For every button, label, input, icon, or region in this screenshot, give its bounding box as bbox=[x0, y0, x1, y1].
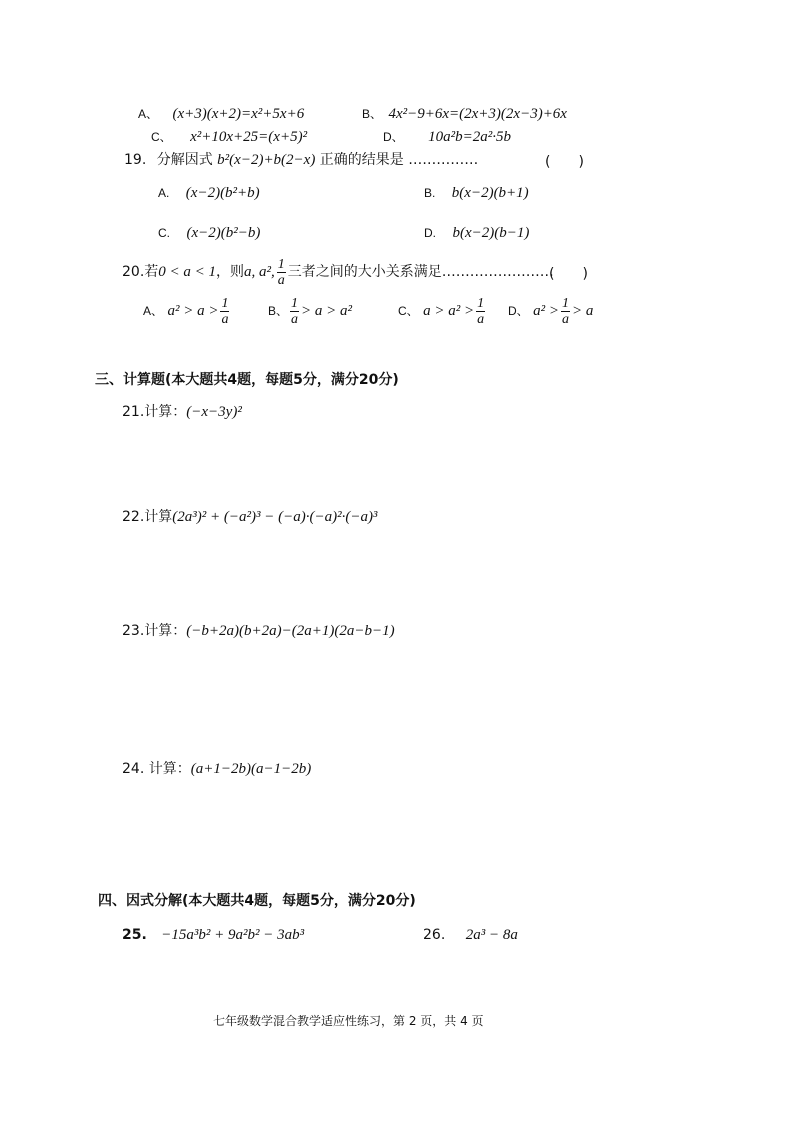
question-tail: 正确的结果是 …………… bbox=[319, 152, 479, 168]
option-letter: C、 bbox=[151, 130, 172, 144]
question-label: 26. bbox=[423, 927, 446, 943]
q20-option-d bbox=[508, 294, 593, 328]
answer-blank: ( ) bbox=[545, 154, 584, 170]
option-expression: (x+3)(x+2)=x²+5x+6 bbox=[172, 106, 305, 122]
fraction-denominator: a bbox=[477, 311, 485, 327]
option-expression: (x−2)(b²−b) bbox=[186, 225, 261, 241]
option-expression-pre: a > a² > bbox=[423, 303, 475, 319]
section-3-title: 三、计算题(本大题共4题，每题5分，满分20分) bbox=[95, 372, 399, 388]
option-letter: D. bbox=[424, 226, 436, 240]
question-variables: a, a², bbox=[244, 264, 275, 280]
question-26 bbox=[423, 926, 518, 944]
section-4-title: 四、因式分解(本大题共4题，每题5分，满分20分) bbox=[98, 893, 416, 909]
answer-blank: ( ) bbox=[549, 266, 588, 282]
option-letter: D、 bbox=[383, 130, 404, 144]
option-expression: b(x−2)(b+1) bbox=[451, 185, 529, 201]
question-label: 24. 计算： bbox=[122, 761, 191, 777]
question-expression: (2a³)² + (−a²)³ − (−a)·(−a)²·(−a)³ bbox=[172, 509, 378, 525]
fraction bbox=[220, 296, 229, 327]
fraction-denominator: a bbox=[277, 272, 285, 288]
question-text: ，则 bbox=[216, 264, 245, 280]
question-condition: 0 < a < 1 bbox=[158, 264, 217, 280]
q20-option-b bbox=[268, 294, 352, 328]
question-expression: (a+1−2b)(a−1−2b) bbox=[190, 761, 312, 777]
question-number: 20.若 bbox=[122, 264, 159, 280]
q19-option-b bbox=[424, 184, 529, 202]
q18-option-a bbox=[138, 105, 304, 123]
option-letter: B、 bbox=[362, 107, 383, 121]
question-expression: (−b+2a)(b+2a)−(2a+1)(2a−b−1) bbox=[186, 623, 395, 639]
question-label: 23.计算： bbox=[122, 623, 187, 639]
option-expression-pre: a² > a > bbox=[167, 303, 219, 319]
option-letter: C、 bbox=[398, 304, 419, 318]
q18-option-d bbox=[383, 128, 511, 146]
question-tail: 三者之间的大小关系满足…………………… bbox=[287, 264, 554, 280]
fraction-numerator: 1 bbox=[477, 295, 485, 311]
question-label: 22.计算 bbox=[122, 509, 173, 525]
q18-option-b bbox=[362, 105, 567, 123]
question-label: 21.计算： bbox=[122, 404, 187, 420]
q20-option-c bbox=[398, 294, 487, 328]
question-19 bbox=[124, 151, 478, 169]
option-expression-post: > a > a² bbox=[301, 303, 353, 319]
q19-option-d bbox=[424, 224, 529, 242]
fraction-numerator: 1 bbox=[562, 295, 569, 311]
option-letter: C. bbox=[158, 226, 170, 240]
question-21 bbox=[122, 403, 242, 421]
option-expression-pre: a² > bbox=[533, 303, 559, 319]
question-expression: 2a³ − 8a bbox=[465, 927, 518, 943]
option-letter: D、 bbox=[508, 304, 529, 318]
fraction-denominator: a bbox=[221, 311, 229, 327]
question-expression: −15a³b² + 9a²b² − 3ab³ bbox=[161, 927, 305, 943]
fraction-numerator: 1 bbox=[221, 295, 229, 311]
question-22 bbox=[122, 508, 377, 526]
q18-option-c bbox=[151, 128, 307, 146]
question-20 bbox=[122, 256, 554, 288]
option-letter: B. bbox=[424, 186, 436, 200]
question-25 bbox=[122, 926, 304, 944]
option-letter: B、 bbox=[268, 304, 289, 318]
option-expression: b(x−2)(b−1) bbox=[452, 225, 530, 241]
option-expression-post: > a bbox=[572, 303, 594, 319]
option-letter: A、 bbox=[143, 304, 164, 318]
fraction bbox=[277, 257, 286, 288]
option-expression: x²+10x+25=(x+5)² bbox=[190, 129, 308, 145]
fraction-denominator: a bbox=[562, 311, 569, 327]
question-number: 19. bbox=[124, 152, 147, 168]
q19-option-c bbox=[158, 224, 260, 242]
fraction bbox=[561, 296, 570, 327]
fraction-numerator: 1 bbox=[291, 295, 299, 311]
question-label: 25. bbox=[122, 927, 147, 943]
fraction-numerator: 1 bbox=[277, 256, 285, 272]
question-23 bbox=[122, 622, 395, 640]
option-letter: A、 bbox=[138, 107, 159, 121]
option-letter: A. bbox=[158, 186, 170, 200]
fraction bbox=[476, 296, 485, 327]
question-expression: b²(x−2)+b(2−x) bbox=[217, 152, 316, 168]
q19-option-a bbox=[158, 184, 260, 202]
option-expression: 10a²b=2a²·5b bbox=[428, 129, 511, 145]
q20-option-a bbox=[143, 294, 231, 328]
fraction-denominator: a bbox=[291, 311, 299, 327]
question-text: 分解因式 bbox=[156, 152, 213, 168]
page-footer: 七年级数学混合教学适应性练习，第 2 页，共 4 页 bbox=[213, 1014, 484, 1028]
option-expression: (x−2)(b²+b) bbox=[185, 185, 260, 201]
question-24 bbox=[122, 760, 311, 778]
fraction bbox=[290, 296, 299, 327]
question-expression: (−x−3y)² bbox=[186, 404, 242, 420]
option-expression: 4x²−9+6x=(2x+3)(2x−3)+6x bbox=[388, 106, 567, 122]
